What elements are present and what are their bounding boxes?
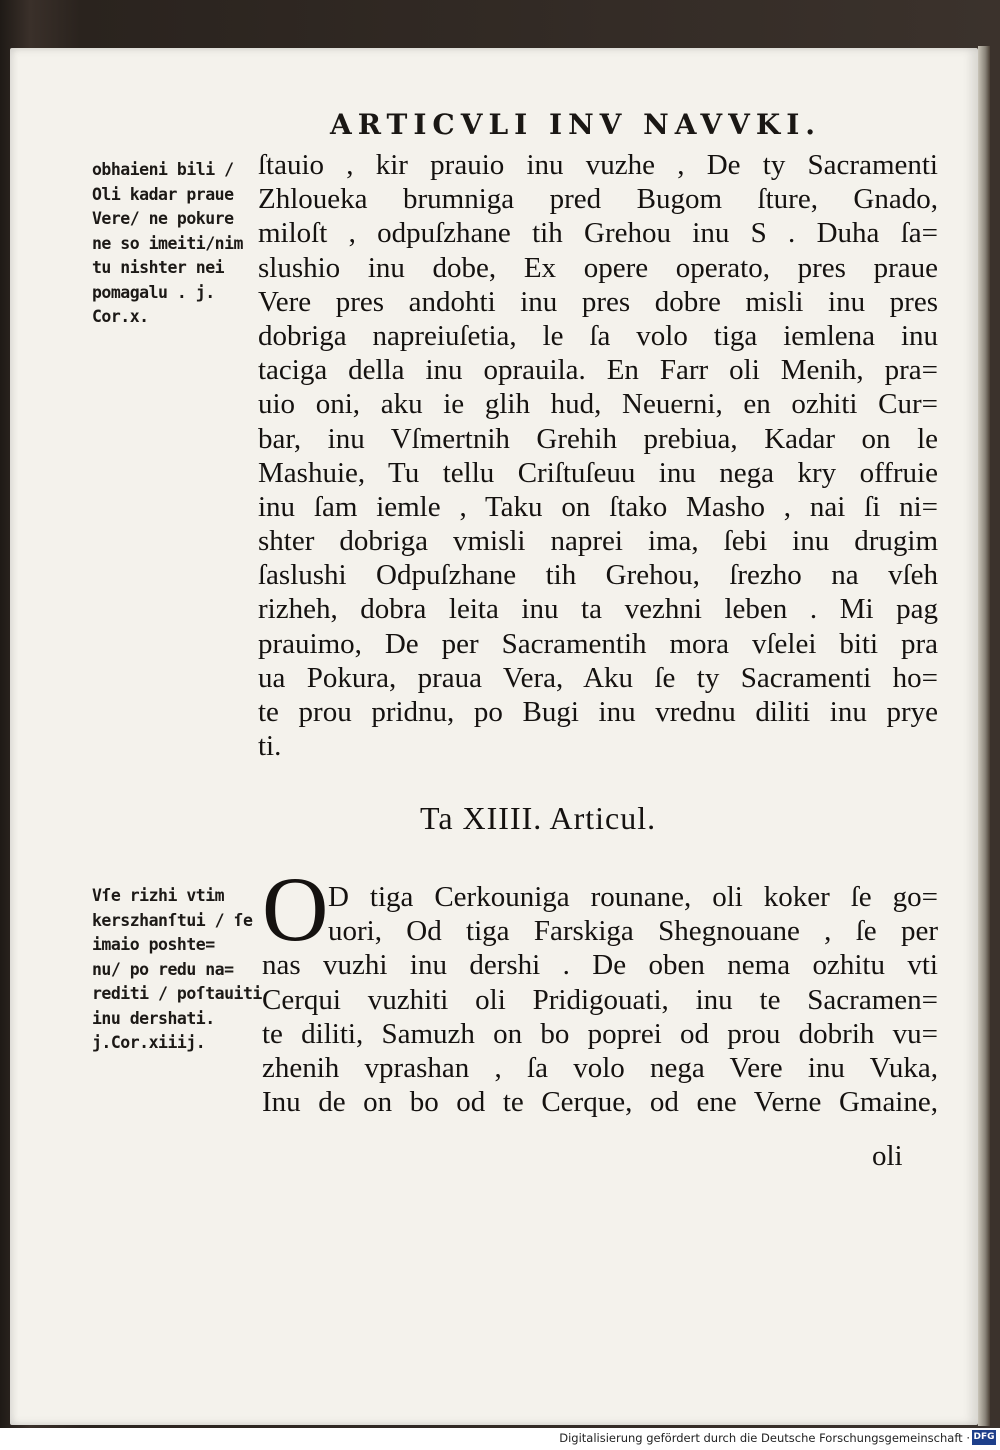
body-line: shter dobriga vmisli naprei ima, ſebi inu drugim	[258, 525, 938, 558]
body-line: taciga della inu oprauila. En Farr oli Menih, pra=	[258, 354, 938, 387]
margin-note-line: rediti / poſtauiti	[92, 984, 262, 1003]
body-line: Vere pres andohti inu pres dobre misli inu pres	[258, 285, 938, 318]
margin-note-line: obhaieni bili /	[92, 160, 234, 179]
drop-cap: O	[262, 858, 329, 960]
body-line: uio oni, aku ie glih hud, Neuerni, en ozhiti Cur=	[258, 388, 938, 421]
body-line: slushio inu dobe, Ex opere operato, pres praue	[258, 251, 938, 284]
body-line: Mashuie, Tu tellu Criſtuſeuu inu nega kry offruie	[258, 456, 938, 489]
body-line: ſaslushi Odpuſzhane tih Grehou, ſrezho na vſeh	[258, 559, 938, 592]
body-text-block-1	[258, 148, 938, 763]
running-head: ARTICVLI INV NAVVKI.	[330, 108, 822, 141]
body-line: inu ſam iemle , Taku on ſtako Masho , nai ſi ni=	[258, 490, 938, 523]
body-line: Cerqui vuzhiti oli Pridigouati, inu te Sacramen=	[262, 983, 938, 1016]
margin-note-1	[92, 158, 262, 330]
body-line: ti.	[258, 730, 282, 763]
body-line: te diliti, Samuzh on bo poprei od prou dobrih vu=	[262, 1017, 938, 1050]
body-line: ſtauio , kir prauio inu vuzhe , De ty Sacramenti	[258, 149, 938, 181]
margin-note-line: Cor.x.	[92, 307, 149, 326]
margin-note-line: nu/ po redu na=	[92, 959, 234, 979]
section-heading: Ta XIIII. Articul.	[420, 800, 657, 836]
dfg-logo: DFG	[972, 1430, 996, 1445]
margin-note-line: inu dershati.	[92, 1008, 215, 1028]
body-text-block-2	[262, 880, 938, 1119]
body-line: te prou pridnu, po Bugi inu vrednu diliti inu prye	[258, 696, 938, 728]
body-line: dobriga napreiuſetia, le ſa volo tiga iemlena inu	[258, 319, 938, 352]
catchword: oli	[872, 1140, 903, 1172]
margin-note-line: pomagalu . j.	[92, 282, 215, 302]
margin-note-line: j.Cor.xiiij.	[92, 1033, 206, 1052]
margin-note-line: Vſe rizhi vtim	[92, 886, 225, 905]
margin-note-2	[92, 884, 262, 1056]
body-line: uori, Od tiga Farskiga Shegnouane , ſe per	[328, 915, 938, 948]
book-page-edge	[978, 46, 990, 1426]
margin-note-line: tu nishter nei	[92, 258, 225, 277]
margin-note-line: Oli kadar praue	[92, 184, 234, 204]
margin-note-line: kerszhanſtui / ſe	[92, 910, 253, 930]
body-line: ua Pokura, praua Vera, Aku ſe ty Sacramenti ho=	[258, 661, 938, 694]
body-line: zhenih vprashan , ſa volo nega Vere inu Vuka,	[262, 1051, 938, 1084]
footer-credit: Digitalisierung gefördert durch die Deutsche Forschungsgemeinschaft ·	[559, 1431, 970, 1445]
body-line: nas vuzhi inu dershi . De oben nema ozhitu vti	[262, 949, 938, 982]
body-line: bar, inu Vſmertnih Grehih prebiua, Kadar on le	[258, 422, 938, 455]
body-line: miloſt , odpuſzhane tih Grehou inu S . Duha ſa=	[258, 217, 938, 250]
margin-note-line: imaio poshte=	[92, 935, 215, 954]
body-line: Zhloueka brumniga pred Bugom ſture, Gnado,	[258, 183, 938, 216]
margin-note-line: ne so imeiti/nim	[92, 233, 243, 253]
body-line: Inu de on bo od te Cerque, od ene Verne Gmaine,	[262, 1086, 938, 1119]
margin-note-line: Vere/ ne pokure	[92, 209, 234, 228]
body-line: prauimo, De per Sacramentih mora vſelei biti pra	[258, 627, 938, 660]
body-line: rizheh, dobra leita inu ta vezhni leben . Mi pag	[258, 593, 938, 626]
body-line: D tiga Cerkouniga rounane, oli koker ſe go=	[328, 881, 938, 913]
